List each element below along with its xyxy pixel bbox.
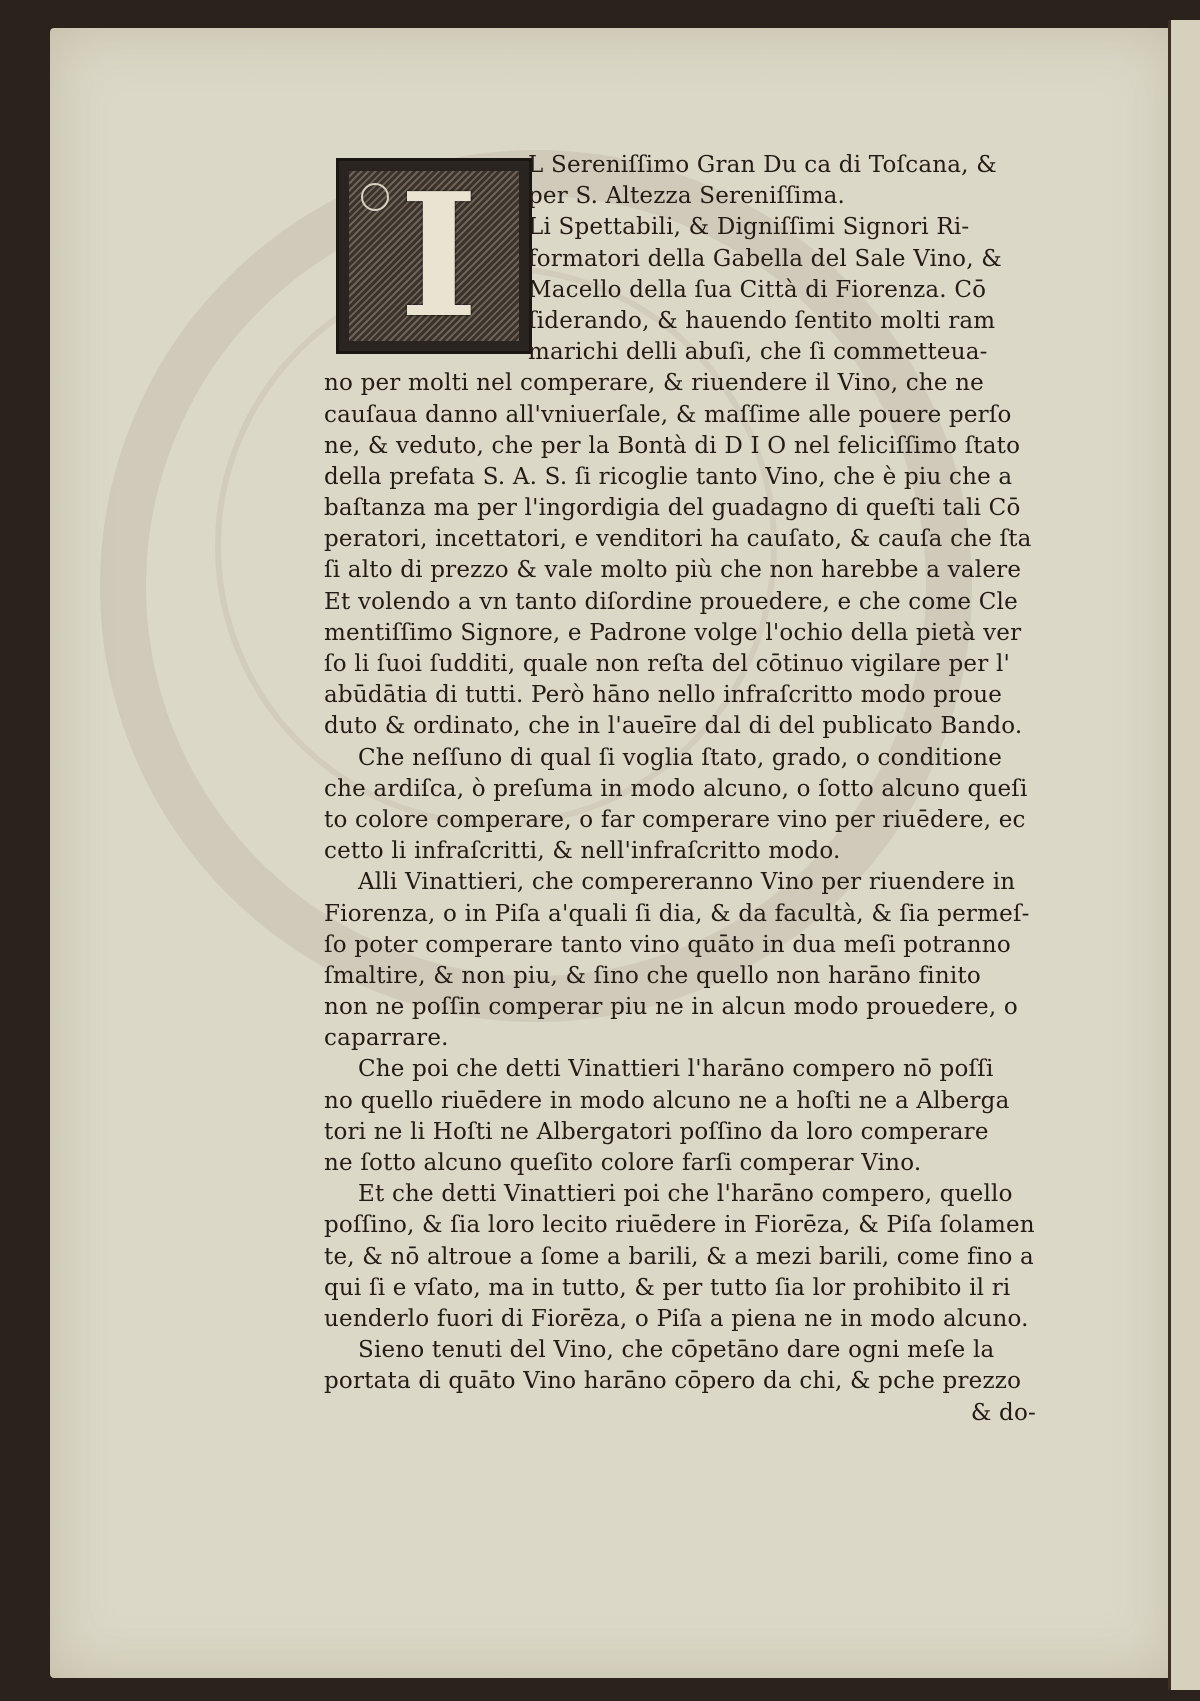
text-line: baſtanza ma per l'ingordigia del guadagno di queſti tali Cō bbox=[324, 495, 1021, 522]
adjacent-page-edge bbox=[1168, 20, 1200, 1690]
text-line: che ardiſca, ò preſuma in modo alcuno, o ſotto alcuno queſi bbox=[324, 775, 1028, 802]
text-line: Et volendo a vn tanto diſordine prouedere, e che come Cle bbox=[324, 588, 1018, 615]
text-line: ſo li ſuoi ſudditi, quale non reſta del cōtinuo vigilare per l' bbox=[324, 651, 1011, 677]
text-line: peratori, incettatori, e venditori ha cauſato, & cauſa che ſta bbox=[324, 526, 1032, 553]
text-line: ne ſotto alcuno queſito colore farſi comperar Vino. bbox=[324, 1150, 922, 1176]
text-line: della prefata S. A. S. ſi ricoglie tanto Vino, che è piu che a bbox=[324, 463, 1013, 490]
text-line: cauſaua danno all'vniuerſale, & maſſime alle pouere perſo bbox=[324, 401, 1012, 428]
text-line: cetto li infraſcritti, & nell'infraſcritto modo. bbox=[324, 838, 841, 865]
text-line: L Sereniſſimo Gran Du ca di Toſcana, & bbox=[528, 152, 997, 178]
text-line: Che neſſuno di qual ſi voglia ſtato, grado, o conditione bbox=[358, 744, 1003, 771]
text-line: portata di quāto Vino harāno cōpero da chi, & pche prezzo bbox=[324, 1368, 1022, 1395]
text-line: Fiorenza, o in Piſa a'quali ſi dia, & da facultà, & ſia permeſ- bbox=[324, 900, 1030, 927]
text-line: Che poi che detti Vinattieri l'harāno compero nō poſſi bbox=[358, 1056, 994, 1083]
text-line: Et che detti Vinattieri poi che l'harāno compero, quello bbox=[358, 1181, 1013, 1208]
text-line: tori ne li Hoſti ne Albergatori poſſino da loro comperare bbox=[324, 1118, 989, 1145]
text-line: ſi alto di prezzo & vale molto più che non harebbe a valere bbox=[324, 557, 1022, 584]
text-line: no quello riuēdere in modo alcuno ne a hoſti ne a Alberga bbox=[324, 1087, 1010, 1114]
text-line: uenderlo fuori di Fiorēza, o Piſa a piena ne in modo alcuno. bbox=[324, 1305, 1029, 1332]
body-text bbox=[324, 150, 1044, 1429]
text-line: ſo poter comperare tanto vino quāto in dua meſi potranno bbox=[324, 931, 1011, 958]
text-line: no per molti nel comperare, & riuendere il Vino, che ne bbox=[324, 370, 984, 397]
drop-cap-letter: I bbox=[399, 156, 479, 356]
text-line: marichi delli abuſi, che ſi commetteua- bbox=[528, 339, 988, 366]
catchword: & do- bbox=[970, 1399, 1036, 1426]
text-line: ne, & veduto, che per la Bontà di D I O nel feliciſſimo ſtato bbox=[324, 432, 1021, 459]
text-line: qui ſi e vſato, ma in tutto, & per tutto ſia lor prohibito il ri bbox=[324, 1274, 1011, 1301]
text-line: te, & nō altroue a ſome a barili, & a mezi barili, come fino a bbox=[324, 1243, 1034, 1270]
text-line: caparrare. bbox=[324, 1025, 449, 1052]
text-line: formatori della Gabella del Sale Vino, & bbox=[528, 245, 1002, 272]
text-line: Li Spettabili, & Digniſſimi Signori Ri- bbox=[528, 214, 970, 241]
text-line: mentiſſimo Signore, e Padrone volge l'ochio della pietà ver bbox=[324, 619, 1022, 646]
text-line: abūdātia di tutti. Però hāno nello infraſcritto modo proue bbox=[324, 682, 1003, 709]
text-line: ſmaltire, & non piu, & ſino che quello non harāno finito bbox=[324, 962, 981, 989]
text-line: per S. Altezza Sereniſſima. bbox=[528, 183, 846, 210]
text-line: poſſino, & ſia loro lecito riuēdere in Fiorēza, & Piſa ſolamen bbox=[324, 1212, 1035, 1239]
text-line: Sieno tenuti del Vino, che cōpetāno dare ogni meſe la bbox=[358, 1337, 995, 1364]
text-line: non ne poſſin comperar piu ne in alcun modo prouedere, o bbox=[324, 994, 1018, 1021]
text-line: Macello della ſua Città di Fiorenza. Cō bbox=[528, 276, 987, 303]
text-line: Alli Vinattieri, che compereranno Vino per riuendere in bbox=[358, 869, 1016, 896]
text-line: ſiderando, & hauendo ſentito molti ram bbox=[528, 307, 996, 334]
text-line: duto & ordinato, che in l'aueīre dal di del publicato Bando. bbox=[324, 713, 1023, 740]
text-line: to colore comperare, o far comperare vino per riuēdere, ec bbox=[324, 806, 1026, 833]
